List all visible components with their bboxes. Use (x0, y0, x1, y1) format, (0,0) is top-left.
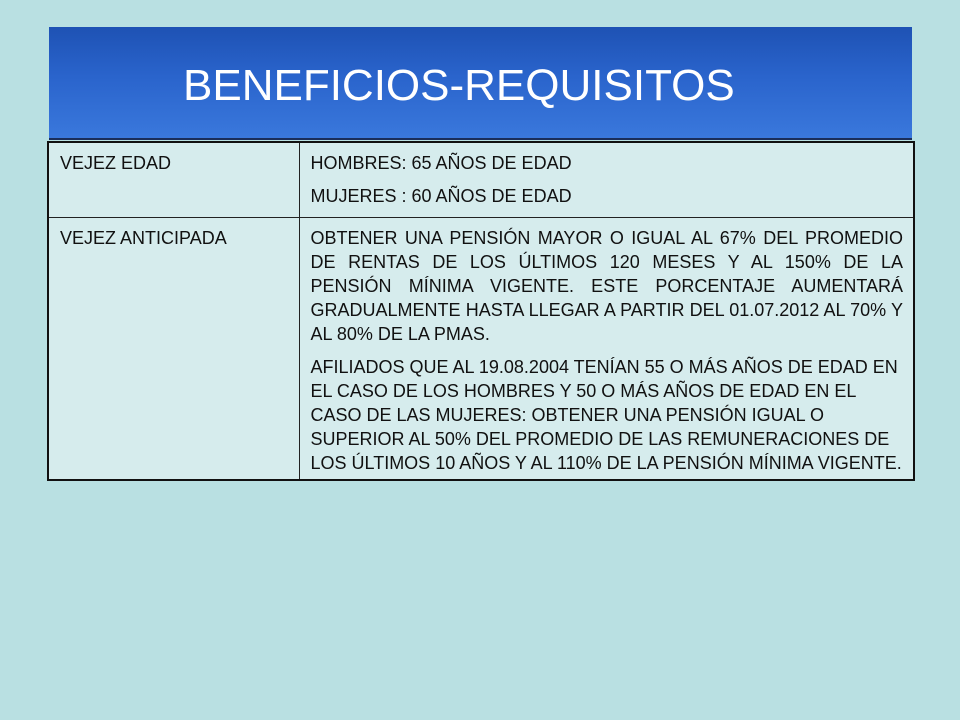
row-description-cell (299, 218, 914, 481)
row-label-cell (48, 142, 299, 218)
row-label-cell (48, 218, 299, 481)
table-row-vejez-edad (48, 142, 914, 218)
row-description-cell (299, 142, 914, 218)
title-bar (49, 27, 912, 140)
requirement-text: MUJERES : 60 AÑOS DE EDAD (310, 186, 572, 206)
row-label: VEJEZ EDAD (60, 153, 172, 173)
requirement-text: HOMBRES: 65 AÑOS DE EDAD (310, 153, 572, 173)
row-label: VEJEZ ANTICIPADA (60, 228, 227, 248)
slide-title: BENEFICIOS-REQUISITOS (183, 61, 735, 110)
requirements-table (47, 141, 915, 481)
requirement-text: OBTENER UNA PENSIÓN MAYOR O IGUAL AL 67% DEL PROMEDIO DE RENTAS DE LOS ÚLTIMOS 120 MESES Y AL 150% DE LA PENSIÓN MÍNIMA VIGENTE. ESTE PORCENTAJE AUMENTARÁ GRADUALMENTE HASTA LLEGAR A PARTIR DEL 01.07.2012 AL 70% Y AL 80% DE LA PMAS. (310, 228, 903, 344)
table-row-vejez-anticipada (48, 218, 914, 481)
requirement-text: AFILIADOS QUE AL 19.08.2004 TENÍAN 55 O MÁS AÑOS DE EDAD EN EL CASO DE LOS HOMBRES Y 50 O MÁS AÑOS DE EDAD EN EL CASO DE LAS MUJERES: OBTENER UNA PENSIÓN IGUAL O SUPERIOR AL 50% DEL PROMEDIO DE LAS REMUNERACIONES DE LOS ÚLTIMOS 10 AÑOS Y AL 110% DE LA PENSIÓN MÍNIMA VIGENTE. (310, 357, 902, 473)
